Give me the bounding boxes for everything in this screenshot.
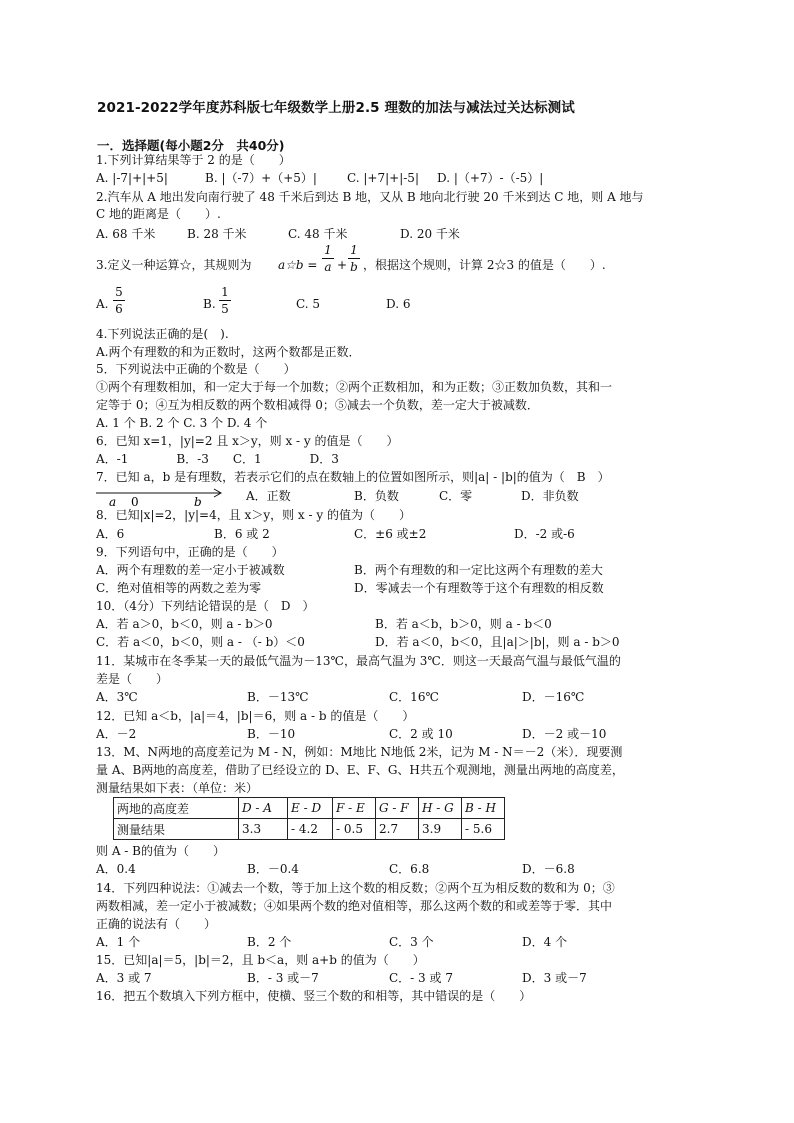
q12-option-a: A．－2 bbox=[96, 727, 137, 741]
question-3: 3.定义一种运算☆，其规则为 bbox=[96, 258, 252, 272]
q3-b-den: 5 bbox=[221, 302, 229, 316]
question-14: 14．下列四种说法：①减去一个数，等于加上这个数的相反数；②两个互为相反数的数和为 0；③ bbox=[96, 881, 615, 895]
q2-option-c: C. 48 千米 bbox=[288, 227, 348, 241]
table-cell: 3.9 bbox=[419, 819, 462, 840]
q10-option-d: D．若 a＜0，b＜0，且|a|＞|b|，则 a - b＞0 bbox=[375, 635, 620, 649]
question-16: 16．把五个数填入下列方框中，使横、竖三个数的和相等，其中错误的是（ ） bbox=[96, 989, 532, 1003]
q15-option-a: A．3 或 7 bbox=[96, 971, 152, 985]
question-5: 5．下列说法中正确的个数是（ ） bbox=[96, 362, 296, 376]
axis-label-b: b bbox=[194, 495, 202, 508]
axis-label-a: a bbox=[109, 495, 117, 508]
q3-plus: + bbox=[337, 258, 348, 272]
table-cell: 测量结果 bbox=[114, 819, 239, 840]
fraction-bar bbox=[322, 258, 334, 259]
axis-label-zero: 0 bbox=[131, 495, 139, 508]
q3-a-num: 5 bbox=[115, 285, 123, 299]
height-difference-table bbox=[113, 797, 505, 840]
table-cell: - 4.2 bbox=[288, 819, 333, 840]
q3-fraction-1-over-b bbox=[348, 243, 360, 274]
table-cell: 2.7 bbox=[376, 819, 419, 840]
number-line-figure bbox=[96, 486, 224, 508]
q5-options: A. 1 个 B. 2 个 C. 3 个 D. 4 个 bbox=[96, 416, 268, 430]
question-2: 2.汽车从 A 地出发向南行驶了 48 千米后到达 B 地，又从 B 地向北行驶 20 千米到达 C 地，则 A 地与 bbox=[96, 190, 644, 204]
q1-option-d: D. |（+7）-（-5）| bbox=[437, 171, 544, 185]
q12-option-b: B．－10 bbox=[247, 727, 296, 741]
q9-option-c: C．绝对值相等的两数之差为零 bbox=[96, 581, 262, 595]
q11-option-c: C．16℃ bbox=[389, 690, 439, 704]
q14-option-a: A．1 个 bbox=[96, 935, 141, 949]
q15-option-c: C．- 3 或 7 bbox=[389, 971, 453, 985]
q6-options: A．‐1 B．‐3 C．1 D．3 bbox=[96, 452, 339, 466]
q2-option-a: A. 68 千米 bbox=[96, 227, 156, 241]
table-cell: F - E bbox=[333, 798, 376, 819]
q8-option-c: C．±6 或±2 bbox=[354, 527, 427, 541]
q7-option-b: B．负数 bbox=[354, 489, 399, 503]
q1-option-c: C. |+7|+|-5| bbox=[347, 171, 419, 185]
q3-option-a-fraction bbox=[113, 285, 125, 316]
question-9: 9．下列语句中，正确的是（ ） bbox=[96, 545, 284, 559]
q9-option-d: D．零减去一个有理数等于这个有理数的相反数 bbox=[354, 581, 604, 595]
question-12: 12．已知 a＜b，|a|＝4，|b|＝6，则 a - b 的值是（ ） bbox=[96, 709, 415, 723]
fraction-bar bbox=[219, 300, 231, 301]
q3-f1-num: 1 bbox=[324, 243, 332, 257]
table-row bbox=[114, 819, 505, 840]
question-13-cont: 量 A、B两地的高度差，借助了已经设立的 D、E、F、G、H共五个观测地，测量出两地的高度差， bbox=[96, 763, 624, 777]
q4-option-a: A.两个有理数的和为正数时，这两个数都是正数． bbox=[96, 345, 361, 359]
q13-option-c: C．6.8 bbox=[389, 862, 430, 876]
q3-b-num: 1 bbox=[221, 285, 229, 299]
question-11-cont: 差是（ ） bbox=[96, 672, 169, 686]
question-14-cont-2: 正确的说法有（ ） bbox=[96, 917, 217, 931]
q11-option-a: A．3℃ bbox=[96, 690, 138, 704]
question-7: 7．已知 a，b 是有理数，若表示它们的点在数轴上的位置如图所示，则|a| - |b|的值为（ B ） bbox=[96, 470, 610, 484]
q13-option-a: A．0.4 bbox=[96, 862, 136, 876]
q3-option-b-label: B. bbox=[203, 297, 216, 311]
q14-option-c: C．3 个 bbox=[389, 935, 434, 949]
q11-option-d: D．－16℃ bbox=[522, 690, 585, 704]
question-13: 13．M、N两地的高度差记为 M - N，例如：M地比 N地低 2米，记为 M - N＝－2（米）．现要测 bbox=[96, 745, 623, 759]
q1-option-b: B. |（-7）+（+5）| bbox=[205, 171, 317, 185]
q15-option-d: D．3 或－7 bbox=[522, 971, 587, 985]
q8-option-b: B．6 或 2 bbox=[214, 527, 270, 541]
q13-option-b: B．－0.4 bbox=[247, 862, 299, 876]
q8-option-a: A．6 bbox=[96, 527, 125, 541]
q10-option-a: A．若 a＞0，b＜0，则 a - b＞0 bbox=[96, 617, 273, 631]
question-11: 11．某城市在冬季某一天的最低气温为－13℃，最高气温为 3℃．则这一天最高气温与最低气温的 bbox=[96, 654, 621, 668]
q7-option-a: A．正数 bbox=[246, 489, 291, 503]
question-8: 8．已知|x|=2，|y|=4，且 x＞y，则 x - y 的值为（ ） bbox=[96, 508, 411, 522]
section-heading: 一．选择题(每小题2分 共40分) bbox=[97, 138, 285, 153]
question-14-cont: 两数相减，差一定小于被减数；④如果两个数的绝对值相等，那么这两个数的和或差等于零．其中 bbox=[96, 899, 613, 913]
table-cell: E - D bbox=[288, 798, 333, 819]
fraction-bar bbox=[348, 258, 360, 259]
question-5-body: ①两个有理数相加，和一定大于每一个加数；②两个正数相加，和为正数；③正数加负数，其和一 bbox=[96, 380, 613, 394]
question-15: 15．已知|a|＝5，|b|＝2，且 b＜a，则 a+b 的值为（ ） bbox=[96, 953, 425, 967]
table-cell: G - F bbox=[376, 798, 419, 819]
fraction-bar bbox=[113, 300, 125, 301]
question-5-body-cont: 定等于 0；④互为相反数的两个数相减得 0；⑤减去一个负数，差一定大于被减数． bbox=[96, 398, 539, 412]
q3-option-c: C. 5 bbox=[296, 297, 321, 311]
q15-option-b: B．- 3 或－7 bbox=[247, 971, 319, 985]
question-1: 1.下列计算结果等于 2 的是（ ） bbox=[96, 153, 291, 167]
table-cell: - 0.5 bbox=[333, 819, 376, 840]
q3-f2-den: b bbox=[350, 260, 358, 274]
q3-a-den: 6 bbox=[115, 302, 123, 316]
question-10: 10．（4分）下列结论错误的是（ D ） bbox=[96, 599, 315, 613]
q7-option-c: C．零 bbox=[439, 489, 473, 503]
q3-option-a-label: A. bbox=[96, 297, 109, 311]
q3-option-b-fraction bbox=[219, 285, 231, 316]
table-cell: B - H bbox=[462, 798, 505, 819]
question-4: 4.下列说法正确的是( ). bbox=[96, 327, 229, 341]
q8-option-d: D．‐2 或‐6 bbox=[514, 527, 575, 541]
page-title: 2021-2022学年度苏科版七年级数学上册2.5 理数的加法与减法过关达标测试 bbox=[97, 100, 575, 116]
table-cell: - 5.6 bbox=[462, 819, 505, 840]
question-13-ask: 则 A - B的值为（ ） bbox=[96, 844, 225, 858]
q3-option-d: D. 6 bbox=[386, 297, 411, 311]
table-cell: 两地的高度差 bbox=[114, 798, 239, 819]
q2-option-b: B. 28 千米 bbox=[187, 227, 247, 241]
q3-rule-lhs: a☆b = bbox=[278, 258, 318, 272]
q3-f1-den: a bbox=[324, 260, 332, 274]
q10-option-c: C．若 a＜0，b＜0，则 a - （- b）＜0 bbox=[96, 635, 305, 649]
q7-option-d: D．非负数 bbox=[521, 489, 579, 503]
q9-option-b: B．两个有理数的和一定比这两个有理数的差大 bbox=[354, 563, 603, 577]
question-6: 6．已知 x=1，|y|=2 且 x＞y，则 x - y 的值是（ ） bbox=[96, 434, 399, 448]
q3-fraction-1-over-a bbox=[322, 243, 334, 274]
q2-option-d: D. 20 千米 bbox=[400, 227, 460, 241]
q1-option-a: A. |-7|+|+5| bbox=[96, 171, 168, 185]
q14-option-d: D．4 个 bbox=[522, 935, 568, 949]
table-header-row bbox=[114, 798, 505, 819]
q12-option-c: C．2 或 10 bbox=[389, 727, 453, 741]
table-cell: H - G bbox=[419, 798, 462, 819]
question-13-cont-2: 测量结果如下表：（单位：米） bbox=[96, 781, 259, 795]
q14-option-b: B．2 个 bbox=[247, 935, 292, 949]
question-3-cont: ，根据这个规则，计算 2☆3 的值是（ ）. bbox=[363, 258, 606, 272]
q3-f2-num: 1 bbox=[350, 243, 358, 257]
q13-option-d: D．－6.8 bbox=[522, 862, 575, 876]
q12-option-d: D．－2 或－10 bbox=[522, 727, 607, 741]
question-2-cont: C 地的距离是（ ）. bbox=[96, 207, 221, 221]
table-cell: D - A bbox=[239, 798, 288, 819]
q9-option-a: A．两个有理数的差一定小于被减数 bbox=[96, 563, 285, 577]
table-cell: 3.3 bbox=[239, 819, 288, 840]
q11-option-b: B．－13℃ bbox=[247, 690, 309, 704]
q10-option-b: B．若 a＜b，b＞0，则 a - b＜0 bbox=[375, 617, 552, 631]
